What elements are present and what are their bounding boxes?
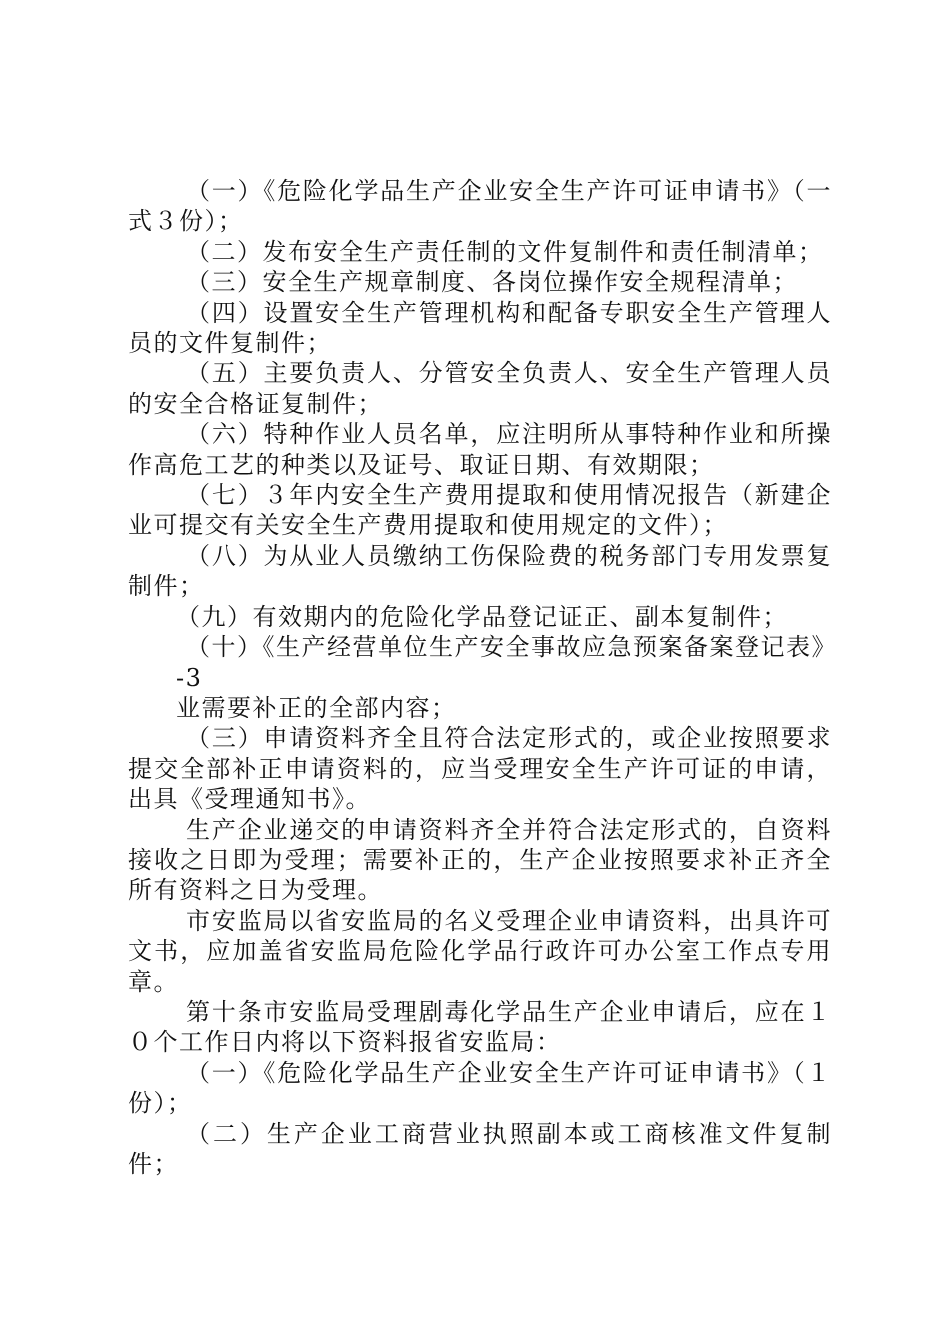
document-body [128, 176, 837, 1179]
paragraph: 市安监局以省安监局的名义受理企业申请资料，出具许可文书，应加盖省安监局危险化学品行政许可办公室工作点专用章。 [128, 906, 832, 996]
paragraph: （八）为从业人员缴纳工伤保险费的税务部门专用发票复制件； [128, 541, 832, 601]
paragraph: （五）主要负责人、分管安全负责人、安全生产管理人员的安全合格证复制件； [128, 359, 832, 418]
page-marker: -3 [176, 663, 203, 692]
paragraph: 业需要补正的全部内容； [176, 693, 457, 722]
paragraph: （一）《危险化学品生产企业安全生产许可证申请书》（１份）； [128, 1058, 832, 1118]
paragraph: （九）有效期内的危险化学品登记证正、副本复制件； [176, 602, 788, 631]
paragraph: 第十条市安监局受理剧毒化学品生产企业申请后，应在１０个工作日内将以下资料报省安监局： [128, 997, 832, 1057]
paragraph: （六）特种作业人员名单，应注明所从事特种作业和所操作高危工艺的种类以及证号、取证日期、有效期限； [128, 420, 832, 479]
paragraph: （三）申请资料齐全且符合法定形式的，或企业按照要求提交全部补正申请资料的，应当受理安全生产许可证的申请，出具《受理通知书》。 [128, 724, 832, 814]
paragraph: （二）生产企业工商营业执照副本或工商核准文件复制件； [128, 1119, 832, 1178]
paragraph: （四）设置安全生产管理机构和配备专职安全生产管理人员的文件复制件； [128, 298, 832, 358]
paragraph: （十）《生产经营单位生产安全事故应急预案备案登记表》 [186, 633, 837, 662]
paragraph: （三）安全生产规章制度、各岗位操作安全规程清单； [186, 268, 798, 297]
paragraph: （二）发布安全生产责任制的文件复制件和责任制清单； [186, 237, 824, 266]
paragraph: （七）３年内安全生产费用提取和使用情况报告（新建企业可提交有关安全生产费用提取和使用规定的文件）； [128, 481, 832, 540]
paragraph: 生产企业递交的申请资料齐全并符合法定形式的，自资料接收之日即为受理；需要补正的，生产企业按照要求补正齐全所有资料之日为受理。 [128, 815, 832, 905]
paragraph: （一）《危险化学品生产企业安全生产许可证申请书》（一式３份）； [128, 177, 832, 236]
